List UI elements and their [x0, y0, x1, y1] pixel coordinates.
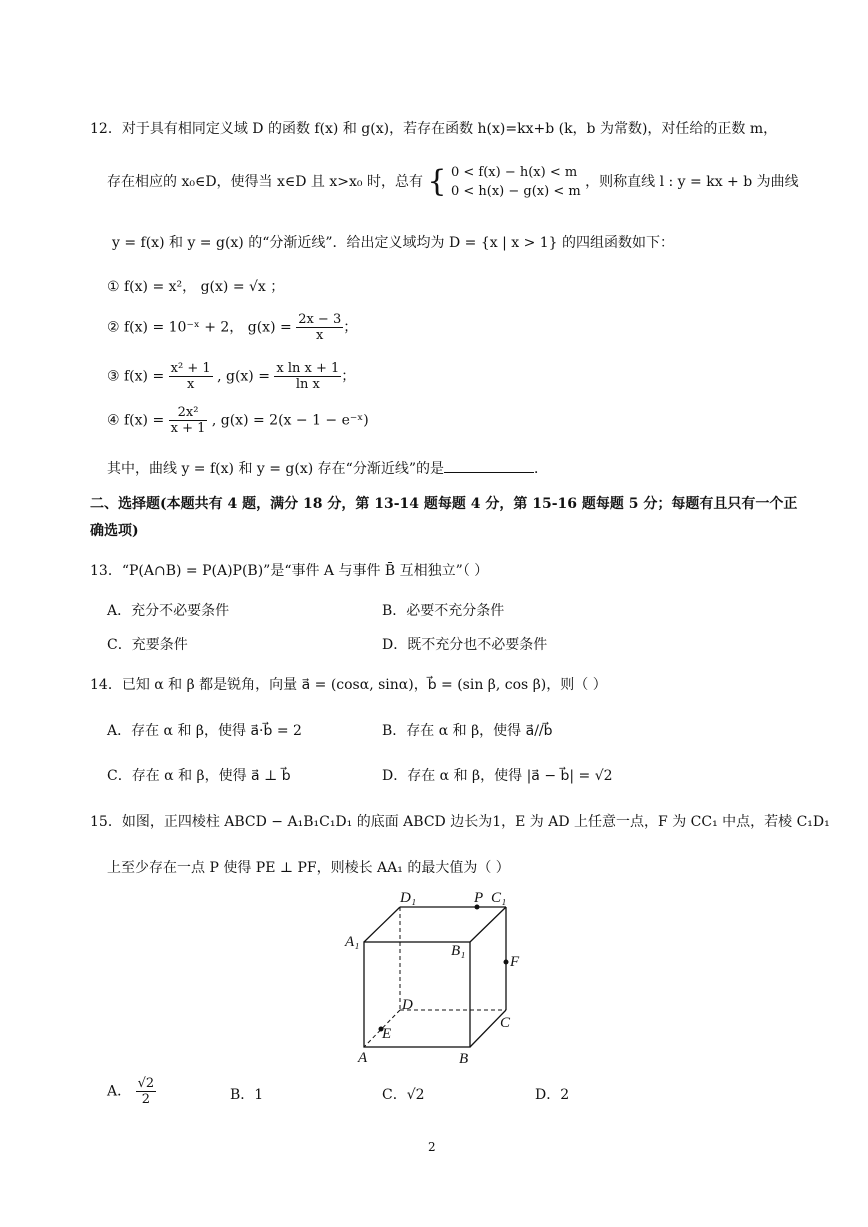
q12-conclusion-end: ．	[533, 461, 548, 477]
q13-option-a[interactable]: A．充分不必要条件	[107, 603, 230, 619]
q13-option-b[interactable]: B．必要不充分条件	[382, 603, 505, 619]
frac-num: x² + 1	[170, 361, 211, 376]
q12-sys1: 0 < f(x) − h(x) < m	[450, 165, 578, 180]
q12-system	[451, 163, 581, 201]
edge-a1d1	[364, 907, 400, 942]
q14-option-c[interactable]: C．存在 α 和 β，使得 a⃗ ⊥ b⃗	[107, 768, 291, 784]
frac-num: 2x − 3	[298, 312, 342, 327]
q14-stem: 14．已知 α 和 β 都是锐角，向量 a⃗ = (cosα, sinα)，b⃗ = (sin β, cos β)，则（ ）	[90, 677, 607, 693]
q13-stem: 13．“P(A∩B) = P(A)P(B)”是“事件 A 与事件 B̄ 互相独立”（ ）	[90, 563, 489, 579]
q15-option-c[interactable]: C．√2	[382, 1087, 425, 1103]
section2-line2: 确选项)	[90, 523, 139, 539]
q14-option-b[interactable]: B．存在 α 和 β，使得 a⃗//b⃗	[382, 723, 553, 739]
q15-option-a-label: A．	[107, 1083, 132, 1100]
q13-option-d[interactable]: D．既不充分也不必要条件	[382, 637, 548, 653]
frac-den: 2	[141, 1092, 150, 1107]
q13-option-c[interactable]: C．充要条件	[107, 637, 188, 653]
label-c: C	[500, 1015, 511, 1031]
q12-line3: y = f(x) 和 y = g(x) 的“分渐近线”．给出定义域均为 D = {x | x > 1} 的四组函数如下：	[112, 235, 675, 251]
frac-num: x ln x + 1	[276, 361, 340, 376]
label-e: E	[382, 1026, 392, 1042]
label-d: D	[402, 997, 413, 1013]
q12-line2-a: 存在相应的 x₀∈D，使得当 x∈D 且 x>x₀ 时，总有	[107, 174, 423, 190]
q12-item2-frac	[296, 312, 343, 343]
q12-item2: ② f(x) = 10⁻ˣ + 2， g(x) = $\frac{2x - 3}{x}$ ；	[107, 312, 358, 343]
q15-option-a-frac	[136, 1076, 157, 1107]
q14-option-a[interactable]: A．存在 α 和 β，使得 a⃗·b⃗ = 2	[107, 723, 302, 739]
point-f	[504, 960, 509, 965]
page-number: 2	[428, 1140, 436, 1154]
q12-item3-a: ③ f(x) =	[107, 368, 165, 385]
q12-item3: ③ f(x) = $\frac{\text{x² + 1}}{x}$ , g(x) = $\frac{\text{x ln x + 1}}{\text{ln x}}$ ；	[107, 361, 356, 392]
q12-line2-b: ，则称直线 l : y = kx + b 为曲线	[585, 174, 799, 190]
section2-line1: 二、选择题(本题共有 4 题，满分 18 分，第 13-14 题每题 4 分，第 15-16 题每题 5 分；每题有且只有一个正	[90, 496, 798, 512]
frac-num: 2x²	[169, 405, 208, 421]
q12-item3-frac2	[274, 361, 341, 392]
label-p: P	[474, 890, 484, 906]
q12-conclusion-text: 其中，曲线 y = f(x) 和 y = g(x) 存在“分渐近线”的是	[107, 461, 444, 477]
label-b: B	[459, 1051, 469, 1067]
frac-den: x	[186, 377, 195, 392]
q12-item4	[107, 405, 369, 436]
edge-b1c1	[470, 907, 506, 942]
q14-option-d[interactable]: D．存在 α 和 β，使得 |a⃗ − b⃗| = √2	[382, 768, 613, 784]
prism-figure	[340, 885, 530, 1070]
q15-line1: 15．如图，正四棱柱 ABCD − A₁B₁C₁D₁ 的底面 ABCD 边长为1，E 为 AD 上任意一点，F 为 CC₁ 中点，若棱 C₁D₁	[90, 814, 830, 830]
q15-line2: 上至少存在一点 P 使得 PE ⊥ PF，则棱长 AA₁ 的最大值为（ ）	[107, 860, 510, 876]
frac-num: √2	[137, 1076, 155, 1091]
q12-conclusion	[107, 458, 548, 478]
q12-line2	[107, 163, 799, 201]
q12-item4-frac	[169, 405, 208, 436]
label-d1: D₁	[400, 890, 417, 906]
label-a: A	[358, 1050, 368, 1066]
label-b1: B₁	[451, 943, 466, 959]
q12-item3-frac1	[169, 361, 213, 392]
answer-blank[interactable]	[444, 460, 534, 473]
label-f: F	[510, 954, 520, 970]
label-a1: A₁	[345, 934, 360, 950]
label-c1: C₁	[491, 890, 507, 906]
q12-item1: ① f(x) = x²， g(x) = √x ；	[107, 279, 285, 295]
q15-option-d[interactable]: D．2	[535, 1087, 570, 1103]
q12-item3-b: , g(x) =	[217, 368, 270, 385]
frac-den: ln x	[295, 377, 320, 392]
q15-option-b[interactable]: B．1	[230, 1087, 264, 1103]
q12-item4-b: , g(x) = 2(x − 1 − e⁻ˣ)	[211, 412, 369, 429]
q15-option-a[interactable]	[107, 1076, 156, 1107]
q12-sys2: 0 < h(x) − g(x) < m	[450, 184, 581, 199]
frac-den: x	[316, 328, 324, 343]
frac-den: x + 1	[170, 421, 206, 436]
brace-symbol: {	[427, 164, 447, 199]
q12-item2-a: ② f(x) = 10⁻ˣ + 2， g(x) =	[107, 319, 292, 336]
q12-line1: 12．对于具有相同定义域 D 的函数 f(x) 和 g(x)，若存在函数 h(x)=kx+b (k，b 为常数)，对任给的正数 m，	[90, 121, 778, 137]
q12-item4-a: ④ f(x) =	[107, 412, 165, 429]
